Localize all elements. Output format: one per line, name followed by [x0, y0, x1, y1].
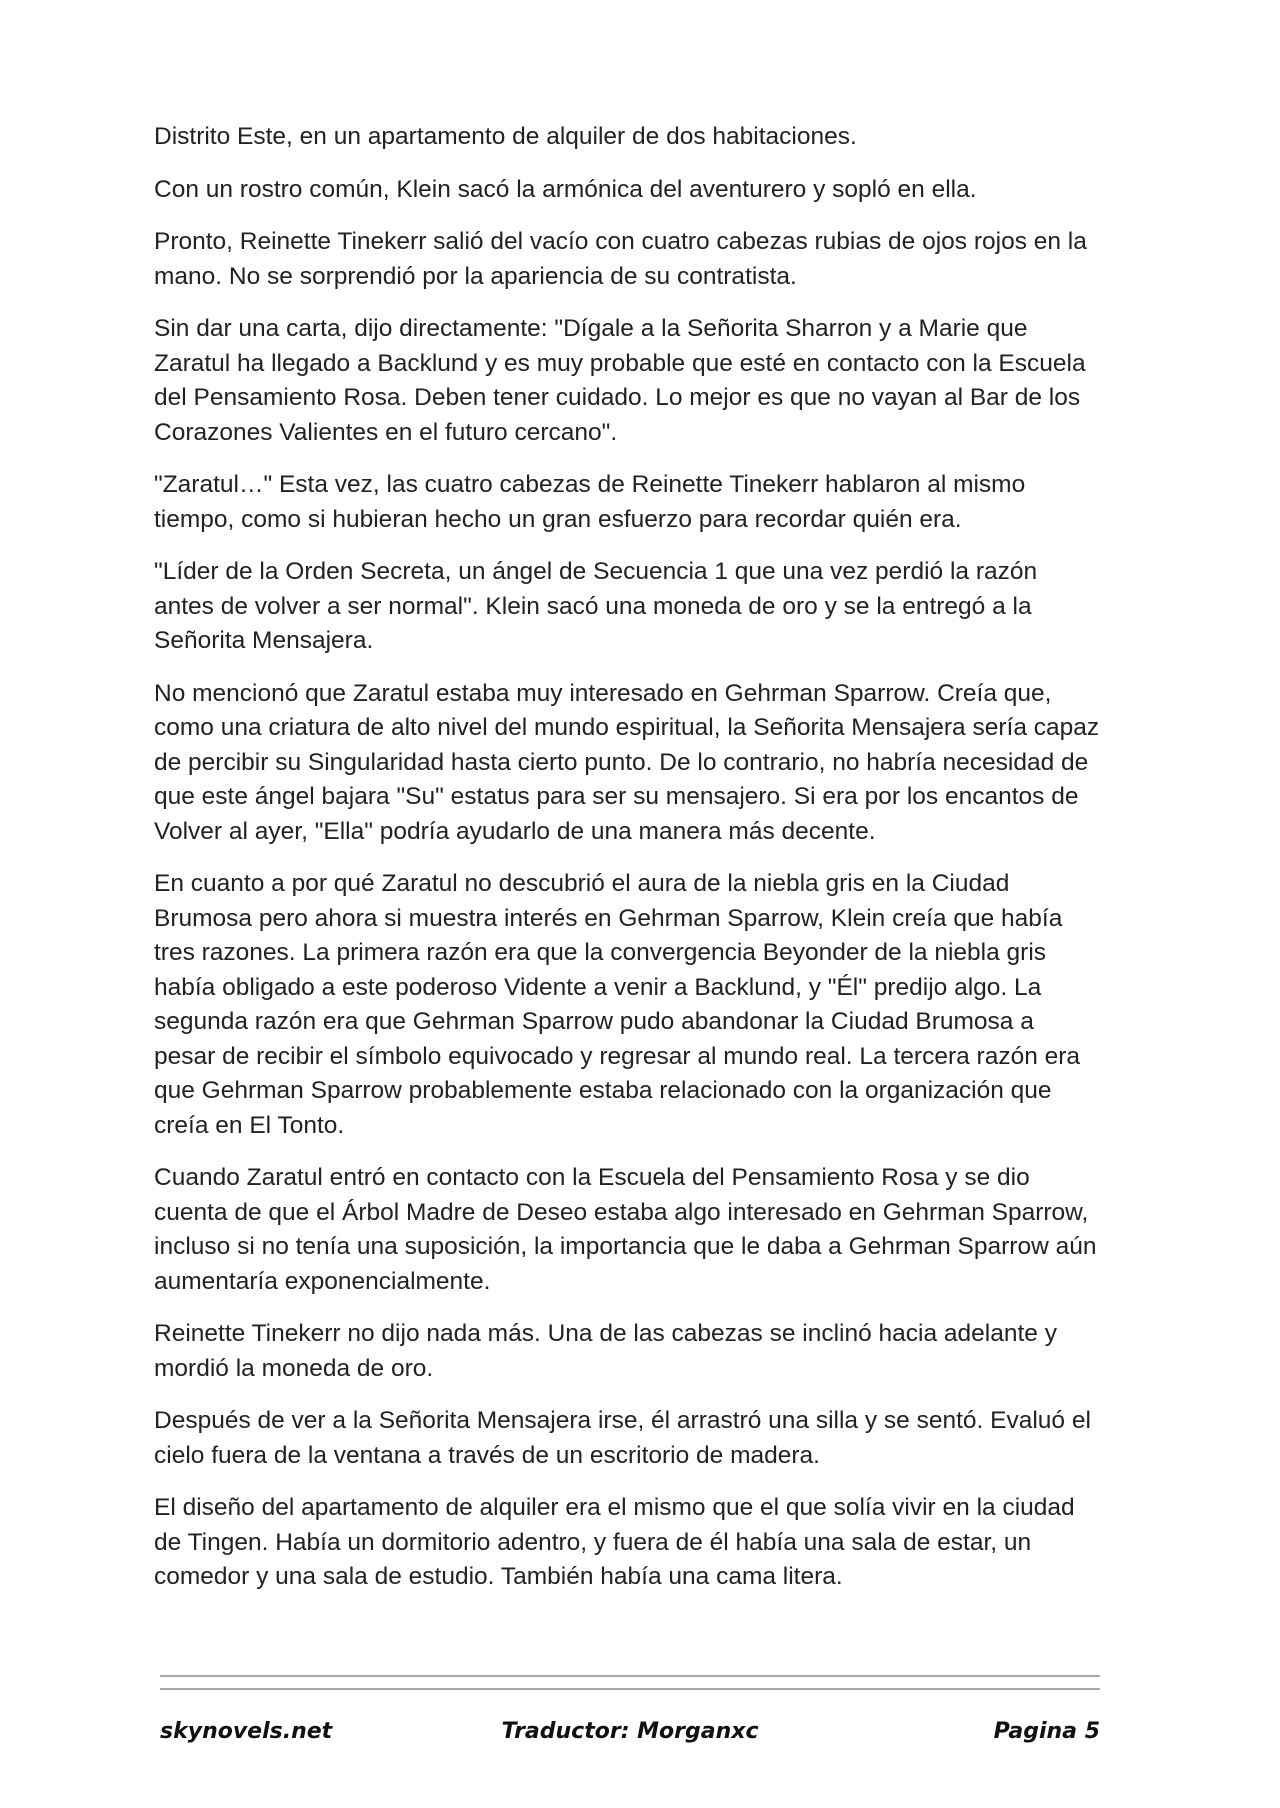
paragraph-11: Después de ver a la Señorita Mensajera irse, él arrastró una silla y se sentó. Evaluó el cielo fuera de la ventana a través de un escritorio de madera. — [154, 1407, 1091, 1469]
paragraph-12: El diseño del apartamento de alquiler era el mismo que el que solía vivir en la ciudad de Tingen. Había un dormitorio adentro, y fuera de él había una sala de estar, un comedor y una sala de estudio. También había una cama litera. — [154, 1494, 1075, 1590]
paragraph-6: "Líder de la Orden Secreta, un ángel de Secuencia 1 que una vez perdió la razón antes de volver a ser normal". Klein sacó una moneda de oro y se la entregó a la Señorita Mensajera. — [154, 558, 1038, 654]
paragraph-5: "Zaratul…" Esta vez, las cuatro cabezas de Reinette Tinekerr hablaron al mismo tiempo, como si hubieran hecho un gran esfuerzo para recordar quién era. — [154, 471, 1026, 533]
page-footer — [160, 1717, 1100, 1747]
paragraph-4: Sin dar una carta, dijo directamente: "Dígale a la Señorita Sharron y a Marie que Zaratul ha llegado a Backlund y es muy probable que esté en contacto con la Escuela del Pensamiento Rosa. Deben tener cuidado. Lo mejor es que no vayan al Bar de los Corazones Valientes en el futuro cercano". — [154, 315, 1086, 446]
chapter-body — [154, 120, 1100, 1613]
paragraph-8: En cuanto a por qué Zaratul no descubrió el aura de la niebla gris en la Ciudad Brumosa pero ahora si muestra interés en Gehrman Sparrow, Klein creía que había tres razones. La primera razón era que la convergencia Beyonder de la niebla gris había obligado a este poderoso Vidente a venir a Backlund, y "Él" predijo algo. La segunda razón era que Gehrman Sparrow pudo abandonar la Ciudad Brumosa a pesar de recibir el símbolo equivocado y regresar al mundo real. La tercera razón era que Gehrman Sparrow probablemente estaba relacionado con la organización que creía en El Tonto. — [154, 870, 1081, 1139]
paragraph-10: Reinette Tinekerr no dijo nada más. Una de las cabezas se inclinó hacia adelante y mordió la moneda de oro. — [154, 1320, 1057, 1382]
footer-divider-top — [160, 1675, 1100, 1677]
footer-translator: Traductor: Morganxc — [501, 1719, 759, 1744]
paragraph-1: Distrito Este, en un apartamento de alquiler de dos habitaciones. — [154, 123, 857, 150]
footer-page-number: Pagina 5 — [993, 1719, 1100, 1744]
paragraph-2: Con un rostro común, Klein sacó la armónica del aventurero y sopló en ella. — [154, 175, 977, 203]
paragraph-3: Pronto, Reinette Tinekerr salió del vacío con cuatro cabezas rubias de ojos rojos en la mano. No se sorprendió por la apariencia de su contratista. — [154, 228, 1087, 290]
footer-divider-bottom — [160, 1688, 1100, 1690]
footer-site: skynovels.net — [160, 1719, 333, 1744]
paragraph-7: No mencionó que Zaratul estaba muy interesado en Gehrman Sparrow. Creía que, como una criatura de alto nivel del mundo espiritual, la Señorita Mensajera sería capaz de percibir su Singularidad hasta cierto punto. De lo contrario, no habría necesidad de que este ángel bajara "Su" estatus para ser su mensajero. Si era por los encantos de Volver al ayer, "Ella" podría ayudarlo de una manera más decente. — [154, 679, 1100, 845]
paragraph-9: Cuando Zaratul entró en contacto con la Escuela del Pensamiento Rosa y se dio cuenta de que el Árbol Madre de Deseo estaba algo interesado en Gehrman Sparrow, incluso si no tenía una suposición, la importancia que le daba a Gehrman Sparrow aún aumentaría exponencialmente. — [154, 1164, 1097, 1295]
